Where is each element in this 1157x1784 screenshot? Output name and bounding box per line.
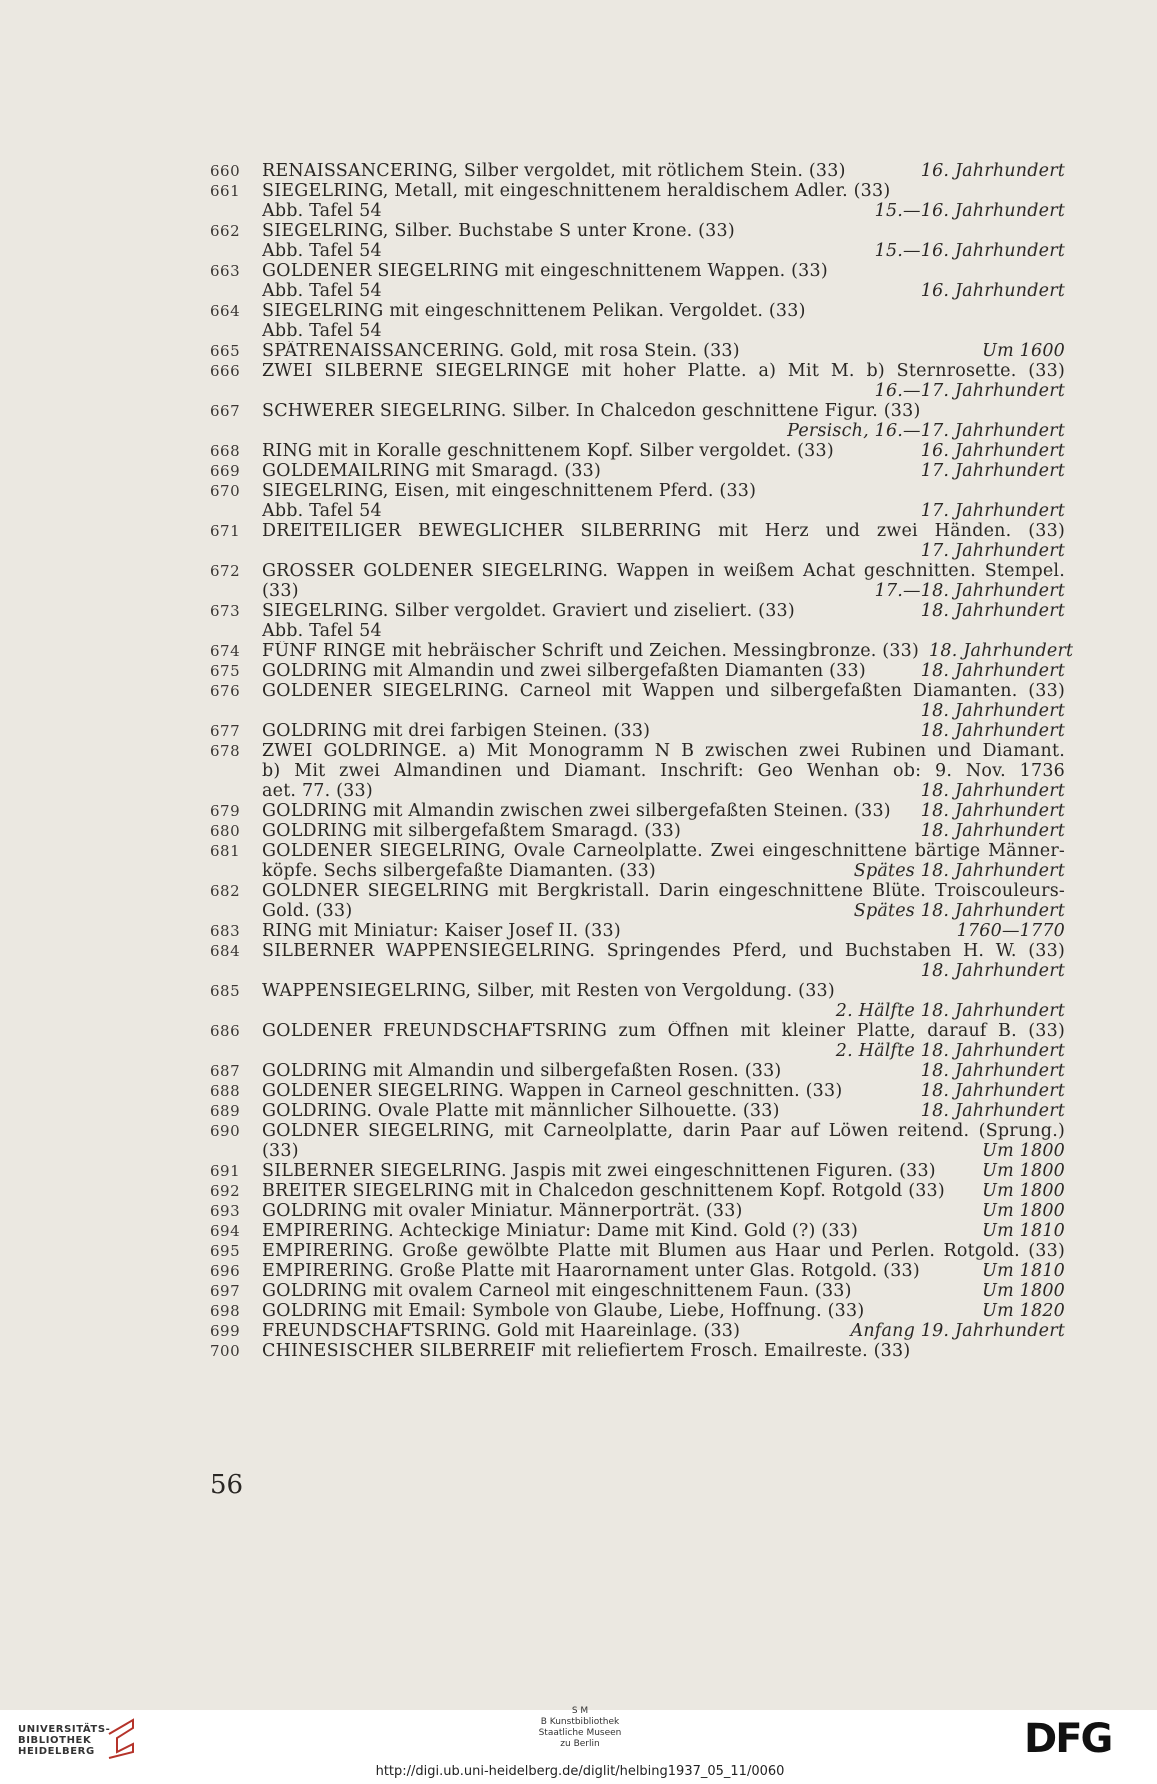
entry-text: GOLDRING. Ovale Platte mit männlicher Silhouette. (33) (262, 1101, 780, 1121)
entry-number: 670 (210, 482, 241, 500)
entry-description (262, 881, 1065, 921)
entry-text: (33) (262, 581, 299, 601)
entry-text: EMPIRERING. Große Platte mit Haarornament unter Glas. Rotgold. (33) (262, 1261, 920, 1281)
entry-text: RENAISSANCERING, Silber vergoldet, mit rötlichem Stein. (33) (262, 161, 846, 181)
entry-description (262, 661, 1065, 681)
entry-description (262, 341, 1065, 361)
entry-line (262, 901, 1065, 921)
entry-description (262, 301, 1065, 341)
entry-number: 664 (210, 302, 241, 320)
entry-text: SCHWERER SIEGELRING. Silber. In Chalcedon geschnittene Figur. (33) (262, 401, 921, 421)
dfg-logo[interactable]: DFG (1024, 1716, 1112, 1762)
entry-line (262, 1081, 1065, 1101)
entry-description (262, 981, 1065, 1021)
entry-line (262, 521, 1065, 541)
entry-date: 15.—16. Jahrhundert (874, 201, 1065, 221)
entry-date: Persisch, 16.—17. Jahrhundert (787, 421, 1065, 441)
entry-line (262, 441, 1065, 461)
entry-number: 695 (210, 1242, 241, 1260)
entry-description (262, 1061, 1065, 1081)
entry-description (262, 1021, 1065, 1061)
entry-number: 686 (210, 1022, 241, 1040)
entry-text: FREUNDSCHAFTSRING. Gold mit Haareinlage. (33) (262, 1321, 741, 1341)
catalog-entry (210, 821, 1065, 841)
entry-text: GOLDRING mit ovalem Carneol mit eingeschnittenem Faun. (33) (262, 1281, 852, 1301)
entry-line (262, 261, 1065, 281)
entry-date: 2. Hälfte 18. Jahrhundert (835, 1001, 1065, 1021)
smb-logo-line: zu Berlin (560, 1739, 600, 1749)
entry-line (262, 1301, 1065, 1321)
catalog-entry (210, 721, 1065, 741)
entry-date: Um 1800 (982, 1181, 1065, 1201)
entry-text: b) Mit zwei Almandinen und Diamant. Inschrift: Geo Wenhan ob: 9. Nov. 1736 (262, 761, 1065, 781)
entry-number: 675 (210, 662, 241, 680)
entry-line (262, 861, 1065, 881)
permalink-url[interactable]: http://digi.ub.uni-heidelberg.de/diglit/helbing1937_05_11/0060 (375, 1764, 785, 1779)
catalog-entry (210, 1261, 1065, 1281)
entry-text: BREITER SIEGELRING mit in Chalcedon geschnittenem Kopf. Rotgold (33) (262, 1181, 945, 1201)
entry-date: Um 1600 (982, 341, 1065, 361)
entry-text: GOLDRING mit Almandin und zwei silbergefaßten Diamanten (33) (262, 661, 866, 681)
entry-date: Um 1810 (982, 1221, 1065, 1241)
catalog-entry (210, 1061, 1065, 1081)
catalog-entry (210, 1121, 1065, 1161)
entry-line (262, 701, 1065, 721)
entry-description (262, 1181, 1065, 1201)
entry-line (262, 1281, 1065, 1301)
entry-number: 689 (210, 1102, 241, 1120)
entry-description (262, 441, 1065, 461)
entry-text: GOLDRING mit Email: Symbole von Glaube, Liebe, Hoffnung. (33) (262, 1301, 865, 1321)
entry-number: 692 (210, 1182, 241, 1200)
entry-date: 18. Jahrhundert (920, 1101, 1065, 1121)
entry-date: 18. Jahrhundert (920, 701, 1065, 721)
entry-line (262, 341, 1065, 361)
entry-line (262, 1061, 1065, 1081)
catalog-entry (210, 841, 1065, 881)
entry-date: 18. Jahrhundert (920, 601, 1065, 621)
catalog-entry (210, 441, 1065, 461)
entry-line (262, 301, 1065, 321)
entry-date: 18. Jahrhundert (920, 961, 1065, 981)
entry-date: 18. Jahrhundert (920, 1081, 1065, 1101)
entry-line (262, 821, 1065, 841)
catalog-entry (210, 641, 1074, 661)
entry-text: SILBERNER SIEGELRING. Jaspis mit zwei eingeschnittenen Figuren. (33) (262, 1161, 936, 1181)
entry-description (262, 261, 1065, 301)
entry-description (262, 741, 1065, 801)
entry-line (262, 241, 1065, 261)
catalog-entry (210, 801, 1065, 821)
catalog-entry (210, 921, 1065, 941)
entry-text: DREITEILIGER BEWEGLICHER SILBERRING mit Herz und zwei Händen. (33) (262, 521, 1065, 541)
entry-date: 18. Jahrhundert (920, 821, 1065, 841)
entry-description (262, 1241, 1065, 1261)
catalog-entry (210, 681, 1065, 721)
entry-text: GOLDNER SIEGELRING mit Bergkristall. Darin eingeschnittene Blüte. Troiscouleurs- (262, 881, 1065, 901)
entry-text: (33) (262, 1141, 299, 1161)
entry-line (262, 1181, 1065, 1201)
entry-line (262, 1201, 1065, 1221)
entry-text: aet. 77. (33) (262, 781, 373, 801)
entry-number: 676 (210, 682, 241, 700)
entry-line (262, 1141, 1065, 1161)
entry-text: EMPIRERING. Große gewölbte Platte mit Blumen aus Haar und Perlen. Rotgold. (33) (262, 1241, 1065, 1261)
entry-text: Abb. Tafel 54 (262, 621, 382, 641)
entry-text: GOLDENER FREUNDSCHAFTSRING zum Öffnen mit kleiner Platte, darauf B. (33) (262, 1021, 1065, 1041)
entry-number: 667 (210, 402, 241, 420)
entry-date: 18. Jahrhundert (920, 1061, 1065, 1081)
entry-line (262, 1161, 1065, 1181)
entry-description (262, 481, 1065, 521)
catalog-entry (210, 521, 1065, 561)
entry-line (262, 1341, 1065, 1361)
entry-line (262, 841, 1065, 861)
entry-line (262, 941, 1065, 961)
entry-text: GOLDRING mit ovaler Miniatur. Männerporträt. (33) (262, 1201, 743, 1221)
catalog-entry (210, 401, 1065, 441)
entry-number: 683 (210, 922, 241, 940)
entry-text: RING mit in Koralle geschnittenem Kopf. Silber vergoldet. (33) (262, 441, 834, 461)
entry-text: Abb. Tafel 54 (262, 321, 382, 341)
entry-date: Um 1800 (982, 1281, 1065, 1301)
catalog-entry (210, 1341, 1065, 1361)
entry-description (262, 1321, 1065, 1341)
entry-description (262, 1281, 1065, 1301)
entry-line (262, 721, 1065, 741)
entry-date: Anfang 19. Jahrhundert (850, 1321, 1065, 1341)
entry-line (262, 981, 1065, 1001)
entry-line (262, 1101, 1065, 1121)
entry-line (262, 1221, 1065, 1241)
catalog-entry (210, 1181, 1065, 1201)
entry-number: 662 (210, 222, 241, 240)
entry-line (262, 621, 1065, 641)
entry-description (262, 681, 1065, 721)
entry-date: 1760—1770 (956, 921, 1065, 941)
entry-description (262, 361, 1065, 401)
entry-date: 16.—17. Jahrhundert (874, 381, 1065, 401)
entry-number: 700 (210, 1342, 241, 1360)
catalog-entry (210, 1081, 1065, 1101)
entry-date: 17. Jahrhundert (920, 541, 1065, 561)
entry-date: 17.—18. Jahrhundert (874, 581, 1065, 601)
entry-number: 688 (210, 1082, 241, 1100)
entry-description (262, 401, 1065, 441)
entry-date: Um 1820 (982, 1301, 1065, 1321)
library-logo[interactable] (18, 1724, 110, 1757)
catalog-entry (210, 1321, 1065, 1341)
entry-text: GOLDENER SIEGELRING, Ovale Carneolplatte. Zwei eingeschnittene bärtige Männer- (262, 841, 1065, 861)
entry-description (262, 721, 1065, 741)
entry-text: SIEGELRING, Eisen, mit eingeschnittenem Pferd. (33) (262, 481, 757, 501)
entry-date: 17. Jahrhundert (920, 461, 1065, 481)
entry-line (262, 481, 1065, 501)
entry-date: 18. Jahrhundert (920, 801, 1065, 821)
entry-line (262, 321, 1065, 341)
entry-text: SIEGELRING, Metall, mit eingeschnittenem heraldischem Adler. (33) (262, 181, 891, 201)
entry-number: 671 (210, 522, 241, 540)
catalog-entry (210, 1241, 1065, 1261)
entry-line (262, 601, 1065, 621)
entry-date: 18. Jahrhundert (920, 661, 1065, 681)
entry-number: 682 (210, 882, 241, 900)
entry-text: SIEGELRING. Silber vergoldet. Graviert und ziseliert. (33) (262, 601, 795, 621)
entry-text: ZWEI GOLDRINGE. a) Mit Monogramm N B zwischen zwei Rubinen und Diamant. (262, 741, 1065, 761)
entry-line (262, 381, 1065, 401)
smb-logo-line: B Kunstbibliothek (540, 1717, 620, 1727)
entry-line (262, 761, 1065, 781)
entry-number: 687 (210, 1062, 241, 1080)
entry-number: 684 (210, 942, 241, 960)
catalog-entry (210, 741, 1065, 801)
entry-line (262, 1001, 1065, 1021)
entry-number: 678 (210, 742, 241, 760)
entry-number: 697 (210, 1282, 241, 1300)
catalog-entry (210, 361, 1065, 401)
entry-description (262, 161, 1065, 181)
catalog-entry (210, 1221, 1065, 1241)
entry-line (262, 1241, 1065, 1261)
entry-date: Spätes 18. Jahrhundert (853, 861, 1065, 881)
entry-date: Um 1800 (982, 1141, 1065, 1161)
entry-text: EMPIRERING. Achteckige Miniatur: Dame mit Kind. Gold (?) (33) (262, 1221, 859, 1241)
catalog-entry (210, 341, 1065, 361)
entry-text: Abb. Tafel 54 (262, 281, 382, 301)
entry-line (262, 781, 1065, 801)
entry-line (262, 361, 1065, 381)
entry-number: 696 (210, 1262, 241, 1280)
smb-logo[interactable] (480, 1706, 680, 1750)
entry-date: 16. Jahrhundert (920, 281, 1065, 301)
entry-text: Abb. Tafel 54 (262, 241, 382, 261)
catalog-entry (210, 1101, 1065, 1121)
catalog-entry (210, 1021, 1065, 1061)
catalog-entry (210, 881, 1065, 921)
entry-number: 679 (210, 802, 241, 820)
catalog-entry (210, 461, 1065, 481)
entry-line (262, 1261, 1065, 1281)
entry-text: GOLDEMAILRING mit Smaragd. (33) (262, 461, 602, 481)
page-number: 56 (210, 1470, 244, 1500)
catalog-list (210, 161, 1074, 1361)
entry-description (262, 181, 1065, 221)
entry-text: SIEGELRING, Silber. Buchstabe S unter Krone. (33) (262, 221, 735, 241)
entry-description (262, 521, 1065, 561)
entry-date: 16. Jahrhundert (920, 441, 1065, 461)
catalog-entry (210, 221, 1065, 261)
entry-number: 698 (210, 1302, 241, 1320)
entry-text: WAPPENSIEGELRING, Silber, mit Resten von Vergoldung. (33) (262, 981, 835, 1001)
entry-date: 2. Hälfte 18. Jahrhundert (835, 1041, 1065, 1061)
entry-line (262, 541, 1065, 561)
entry-date: Um 1800 (982, 1201, 1065, 1221)
catalog-entry (210, 481, 1065, 521)
entry-description (262, 1081, 1065, 1101)
entry-line (262, 581, 1065, 601)
entry-line (262, 921, 1065, 941)
entry-description (262, 1341, 1065, 1361)
entry-line (262, 881, 1065, 901)
entry-line (262, 501, 1065, 521)
catalog-entry (210, 181, 1065, 221)
entry-number: 661 (210, 182, 241, 200)
catalog-entry (210, 981, 1065, 1021)
catalog-entry (210, 1201, 1065, 1221)
entry-number: 685 (210, 982, 241, 1000)
entry-number: 673 (210, 602, 241, 620)
entry-description (262, 841, 1065, 881)
entry-line (262, 801, 1065, 821)
entry-text: SPÄTRENAISSANCERING. Gold, mit rosa Stein. (33) (262, 341, 740, 361)
entry-line (262, 281, 1065, 301)
catalog-entry (210, 661, 1065, 681)
entry-description (262, 1101, 1065, 1121)
entry-description (262, 601, 1065, 641)
entry-text: GOLDENER SIEGELRING. Wappen in Carneol geschnitten. (33) (262, 1081, 843, 1101)
smb-logo-line: S M (571, 1706, 589, 1716)
entry-text: CHINESISCHER SILBERREIF mit reliefiertem Frosch. Emailreste. (33) (262, 1341, 911, 1361)
entry-line (262, 661, 1065, 681)
entry-number: 693 (210, 1202, 241, 1220)
entry-description (262, 941, 1065, 981)
catalog-entry (210, 161, 1065, 181)
entry-description (262, 1121, 1065, 1161)
entry-number: 690 (210, 1122, 241, 1140)
entry-number: 699 (210, 1322, 241, 1340)
entry-line (262, 641, 1073, 661)
entry-text: köpfe. Sechs silbergefaßte Diamanten. (33) (262, 861, 656, 881)
entry-text: GOLDRING mit silbergefaßtem Smaragd. (33) (262, 821, 681, 841)
entry-text: GOLDRING mit drei farbigen Steinen. (33) (262, 721, 651, 741)
entry-date: 18. Jahrhundert (920, 721, 1065, 741)
entry-description (262, 821, 1065, 841)
entry-number: 663 (210, 262, 241, 280)
entry-number: 669 (210, 462, 241, 480)
entry-description (262, 221, 1065, 261)
entry-line (262, 161, 1065, 181)
entry-description (262, 461, 1065, 481)
entry-text: SIEGELRING mit eingeschnittenem Pelikan. Vergoldet. (33) (262, 301, 806, 321)
catalog-entry (210, 941, 1065, 981)
entry-description (262, 641, 1073, 661)
entry-description (262, 921, 1065, 941)
library-mark-icon (103, 1718, 139, 1760)
entry-description (262, 1221, 1065, 1241)
entry-date: 18. Jahrhundert (929, 641, 1074, 661)
entry-line (262, 1041, 1065, 1061)
entry-description (262, 1301, 1065, 1321)
entry-line (262, 1021, 1065, 1041)
entry-date: 16. Jahrhundert (920, 161, 1065, 181)
catalog-entry (210, 1281, 1065, 1301)
entry-description (262, 561, 1065, 601)
entry-text: GOLDNER SIEGELRING, mit Carneolplatte, darin Paar auf Löwen reitend. (Sprung.) (262, 1121, 1065, 1141)
entry-line (262, 561, 1065, 581)
entry-date: 17. Jahrhundert (920, 501, 1065, 521)
entry-description (262, 1201, 1065, 1221)
entry-text: RING mit Miniatur: Kaiser Josef II. (33) (262, 921, 621, 941)
entry-line (262, 1121, 1065, 1141)
entry-date: Um 1800 (982, 1161, 1065, 1181)
entry-date: Um 1810 (982, 1261, 1065, 1281)
entry-line (262, 221, 1065, 241)
entry-number: 674 (210, 642, 241, 660)
entry-number: 660 (210, 162, 241, 180)
entry-text: GOLDRING mit Almandin zwischen zwei silbergefaßten Steinen. (33) (262, 801, 891, 821)
entry-text: GOLDRING mit Almandin und silbergefaßten Rosen. (33) (262, 1061, 782, 1081)
entry-text: Abb. Tafel 54 (262, 201, 382, 221)
entry-text: Gold. (33) (262, 901, 353, 921)
library-logo-line: UNIVERSITÄTS- (18, 1724, 111, 1735)
entry-text: SILBERNER WAPPENSIEGELRING. Springendes Pferd, und Buchstaben H. W. (33) (262, 941, 1065, 961)
entry-number: 691 (210, 1162, 241, 1180)
entry-line (262, 181, 1065, 201)
catalog-entry (210, 1161, 1065, 1181)
entry-text: FÜNF RINGE mit hebräischer Schrift und Zeichen. Messingbronze. (33) (262, 641, 920, 661)
entry-number: 681 (210, 842, 241, 860)
catalog-entry (210, 1301, 1065, 1321)
entry-line (262, 1321, 1065, 1341)
catalog-entry (210, 301, 1065, 341)
entry-description (262, 1161, 1065, 1181)
entry-number: 677 (210, 722, 241, 740)
entry-date: Spätes 18. Jahrhundert (853, 901, 1065, 921)
catalog-entry (210, 601, 1065, 641)
entry-description (262, 1261, 1065, 1281)
entry-line (262, 961, 1065, 981)
entry-text: GROSSER GOLDENER SIEGELRING. Wappen in weißem Achat geschnitten. Stempel. (262, 561, 1065, 581)
entry-number: 665 (210, 342, 241, 360)
entry-number: 680 (210, 822, 241, 840)
entry-text: GOLDENER SIEGELRING mit eingeschnittenem Wappen. (33) (262, 261, 828, 281)
entry-line (262, 421, 1065, 441)
library-logo-line: HEIDELBERG (18, 1746, 95, 1757)
entry-date: 18. Jahrhundert (920, 781, 1065, 801)
catalog-entry (210, 261, 1065, 301)
entry-line (262, 461, 1065, 481)
entry-text: ZWEI SILBERNE SIEGELRINGE mit hoher Platte. a) Mit M. b) Sternrosette. (33) (262, 361, 1065, 381)
library-logo-line: BIBLIOTHEK (18, 1735, 92, 1746)
entry-number: 672 (210, 562, 241, 580)
entry-line (262, 741, 1065, 761)
smb-logo-line: Staatliche Museen (538, 1728, 622, 1738)
entry-number: 666 (210, 362, 241, 380)
entry-text: Abb. Tafel 54 (262, 501, 382, 521)
entry-number: 694 (210, 1222, 241, 1240)
entry-text: GOLDENER SIEGELRING. Carneol mit Wappen und silbergefaßten Diamanten. (33) (262, 681, 1065, 701)
entry-number: 668 (210, 442, 241, 460)
entry-date: 15.—16. Jahrhundert (874, 241, 1065, 261)
entry-description (262, 801, 1065, 821)
entry-line (262, 401, 1065, 421)
entry-line (262, 201, 1065, 221)
entry-line (262, 681, 1065, 701)
catalog-entry (210, 561, 1065, 601)
